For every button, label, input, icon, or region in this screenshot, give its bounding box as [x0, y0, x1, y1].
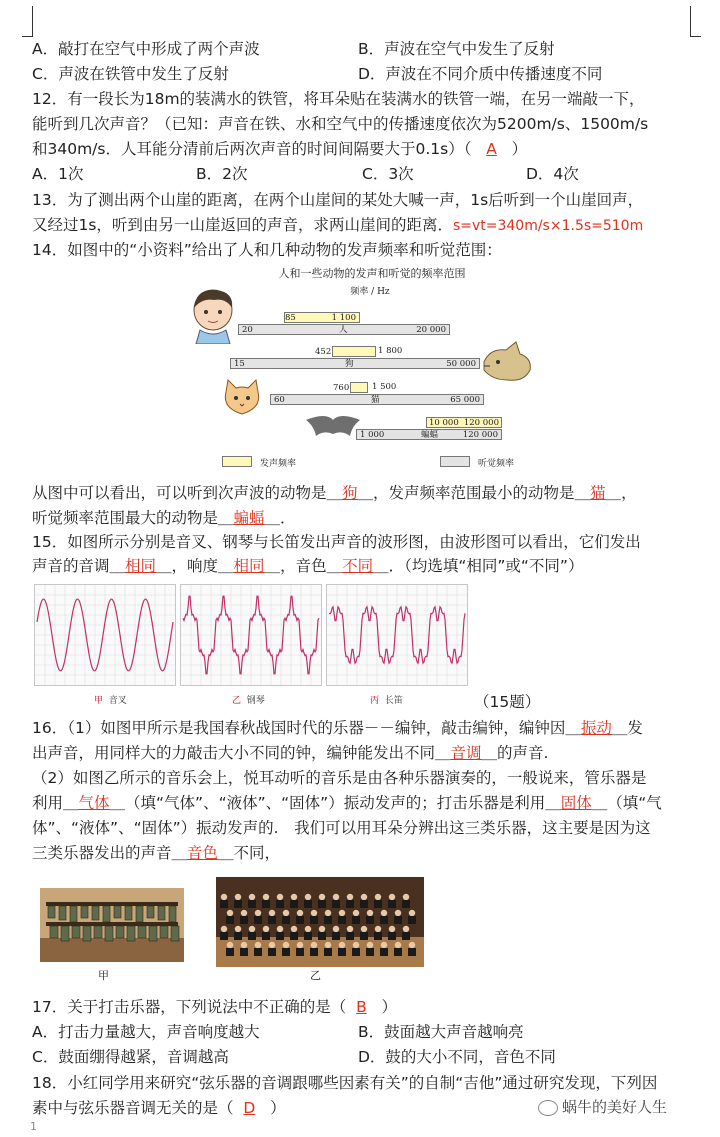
- q15-line-2: [32, 556, 583, 576]
- dog-say-lo: 452: [315, 347, 332, 357]
- q18-line-2: [32, 1098, 286, 1118]
- bat-say-hi: 120 000: [463, 418, 499, 428]
- waveform-label-c: [370, 693, 403, 706]
- bianzhong-photo: [40, 888, 184, 962]
- cat-say-hi: 1 500: [372, 382, 397, 392]
- cat-say-lo: 760: [333, 383, 350, 393]
- q14-text-5: ＿．: [264, 509, 296, 527]
- q12-option-1: A．1次: [32, 165, 84, 183]
- q12-answer: A: [486, 140, 497, 158]
- dog-say-bar: [315, 346, 376, 357]
- legend-hear-swatch: [440, 456, 470, 467]
- q16-text-9: ＿不同，: [218, 844, 281, 862]
- q15-figure-caption: （15题）: [474, 693, 541, 711]
- q13-line-2: [32, 215, 643, 236]
- bat-icon: [304, 412, 362, 442]
- q18-close: ）: [270, 1099, 286, 1117]
- q18-answer: D: [243, 1099, 256, 1117]
- q17-option-d: D．鼓的大小不同，音色不同: [358, 1048, 556, 1066]
- cat-label: 猫: [371, 395, 380, 405]
- cat-icon: [220, 378, 264, 418]
- waveform-flute: [326, 584, 468, 686]
- human-hear-lo: 20: [242, 325, 253, 335]
- corner-mark-right: [690, 6, 701, 37]
- q16-text-5: 利用＿: [32, 794, 79, 812]
- bat-say-bar: [426, 417, 502, 428]
- q16-text-7: ＿（填“气: [591, 794, 662, 812]
- cat-hear-bar: [270, 394, 484, 405]
- q13-answer: s=vt=340m/s×1.5s=510m: [452, 218, 644, 234]
- q12-line-3: [32, 139, 527, 159]
- q16-line-4: [32, 793, 662, 813]
- q16-answer-5: 音色: [187, 844, 219, 862]
- dog-hear-bar: [230, 358, 480, 369]
- legend-say-swatch: [222, 456, 252, 467]
- orchestra-photo: [216, 877, 424, 967]
- option-a: A．敲打在空气中形成了两个声波: [32, 40, 260, 58]
- q16-line-1: [32, 718, 643, 738]
- q17-option-b: B．鼓面越大声音越响亮: [358, 1023, 524, 1041]
- q16-text-8: 三类乐器发出的声音＿: [32, 844, 188, 862]
- q17-text: 17．关于打击乐器，下列说法中不正确的是（: [32, 998, 347, 1016]
- cat-say-bar: [333, 382, 368, 393]
- q15-line-1: 15．如图所示分别是音叉、钢琴与长笛发出声音的波形图，由波形图可以看出，它们发出: [32, 533, 641, 551]
- q16-line-5: 体”、“液体”、“固体”）振动发声的. 我们可以用耳朵分辨出这三类乐器，这主要是因为这: [32, 819, 651, 837]
- q14-line-1: 14．如图中的“小资料”给出了人和几种动物的发声频率和听觉范围：: [32, 241, 502, 259]
- wechat-icon: [538, 1100, 558, 1116]
- waveform-label-b-letter: 乙: [232, 696, 242, 706]
- freq-chart-unit: 频率 / Hz: [350, 287, 390, 297]
- q14-text-4: 听觉频率范围最大的动物是＿: [32, 509, 234, 527]
- q12-option-2: B．2次: [196, 165, 248, 183]
- q16-answer-1: 振动: [580, 719, 612, 737]
- waveform-label-a: [94, 693, 127, 706]
- q17-close: ）: [381, 998, 398, 1016]
- bat-label: 蝙蝠: [421, 430, 439, 440]
- q16-text-2: ＿发: [611, 719, 643, 737]
- option-c: C．声波在铁管中发生了反射: [32, 65, 229, 83]
- q15-answer-3: 不同: [342, 557, 374, 575]
- q16-text-3: 出声音，用同样大的力敲击大小不同的钟，编钟能发出不同＿: [32, 744, 451, 762]
- q16-line-6: [32, 843, 280, 863]
- q14-text-3: ＿，: [605, 484, 637, 502]
- human-hear-bar: [238, 324, 450, 335]
- human-say-lo: 85: [285, 313, 296, 323]
- legend-say-label: 发声频率: [260, 459, 297, 469]
- q16-line-2: [32, 743, 548, 763]
- q12-close: ）: [511, 140, 528, 158]
- human-hear-hi: 20 000: [416, 325, 446, 335]
- q12-option-3: C．3次: [362, 165, 414, 183]
- corner-mark-left: [22, 6, 33, 37]
- q15-answer-1: 相同: [125, 557, 157, 575]
- dog-hear-hi: 50 000: [446, 359, 476, 369]
- q14-text-1: 从图中可以看出，可以听到次声波的动物是＿: [32, 484, 343, 502]
- q16-answer-4: 固体: [560, 794, 592, 812]
- legend-hear-label: 听觉频率: [478, 459, 515, 469]
- option-d: D．声波在不同介质中传播速度不同: [358, 65, 603, 83]
- human-label: 人: [339, 325, 348, 335]
- freq-chart-title: 人和一些动物的发声和听觉的频率范围: [278, 267, 466, 280]
- q18-text: 素中与弦乐器音调无关的是（: [32, 1099, 234, 1117]
- dog-hear-lo: 15: [234, 359, 245, 369]
- waveform-piano: [180, 584, 322, 686]
- bat-hear-bar: [356, 429, 502, 440]
- waveform-label-a-letter: 甲: [94, 696, 104, 706]
- dog-label: 狗: [345, 359, 354, 369]
- q14-text-2: ＿，发声频率范围最小的动物是＿: [357, 484, 591, 502]
- q17-answer: B: [356, 998, 367, 1016]
- option-b: B．声波在空气中发生了反射: [358, 40, 555, 58]
- human-face-icon: [186, 286, 240, 344]
- q14-answer-1: 狗: [342, 484, 358, 502]
- dog-icon: [480, 340, 536, 384]
- q12-text: 和340m/s．人耳能分清前后两次声音的时间间隔要大于0.1s）（: [32, 140, 472, 158]
- q17-option-a: A．打击力量越大，声音响度越大: [32, 1023, 260, 1041]
- q15-text-4: ＿．（均选填“相同”或“不同”）: [373, 557, 584, 575]
- q16-text-4: ＿的声音.: [481, 744, 549, 762]
- watermark: [538, 1096, 667, 1117]
- photo-label-b: 乙: [310, 969, 321, 982]
- q13-text: 又经过1s，听到由另一山崖返回的声音，求两山崖间的距离．: [32, 216, 453, 234]
- bat-hear-lo: 1 000: [360, 430, 385, 440]
- page-number: 1: [30, 1120, 37, 1133]
- bat-hear-hi: 120 000: [462, 430, 498, 440]
- q16-answer-2: 音调: [450, 744, 482, 762]
- q12-option-4: D．4次: [526, 165, 579, 183]
- cat-hear-hi: 65 000: [450, 395, 480, 405]
- waveform-tuning-fork: [34, 584, 176, 686]
- q14-line-2: [32, 483, 637, 503]
- bat-say-lo: 10 000: [429, 418, 459, 428]
- q14-answer-2: 猫: [590, 484, 606, 502]
- q15-text-1: 声音的音调＿: [32, 557, 126, 575]
- q14-answer-3: 蝙蝠: [233, 509, 265, 527]
- waveform-label-c-letter: 丙: [370, 696, 380, 706]
- q16-text-1: 16．（1）如图甲所示是我国春秋战国时代的乐器－－编钟，敲击编钟，编钟因＿: [32, 719, 581, 737]
- photo-label-a: 甲: [98, 969, 109, 982]
- q17-option-c: C．鼓面绷得越紧，音调越高: [32, 1048, 229, 1066]
- q13-line-1: 13．为了测出两个山崖的距离，在两个山崖间的某处大喊一声，1s后听到一个山崖回声，: [32, 191, 644, 209]
- q15-text-3: ＿，音色＿: [264, 557, 343, 575]
- waveform-label-b: [232, 693, 265, 706]
- human-say-hi: 1 100: [331, 313, 356, 323]
- q15-text-2: ＿，响度＿: [156, 557, 234, 575]
- cat-hear-lo: 60: [274, 395, 285, 405]
- q15-answer-2: 相同: [233, 557, 265, 575]
- watermark-text: 蜗牛的美好人生: [562, 1098, 668, 1116]
- q18-line-1: 18．小红同学用来研究“弦乐器的音调跟哪些因素有关”的自制“吉他”通过研究发现，下列因: [32, 1074, 658, 1092]
- waveform-label-a-name: 音叉: [108, 696, 127, 706]
- q12-line-1: 12．有一段长为18m的装满水的铁管，将耳朵贴在装满水的铁管一端，在另一端敲一下，: [32, 90, 645, 108]
- waveform-label-c-name: 长笛: [384, 696, 403, 706]
- q12-line-2: 能听到几次声音？（已知：声音在铁、水和空气中的传播速度依次为5200m/s、1500m/s: [32, 115, 649, 133]
- q17-line-1: [32, 997, 397, 1017]
- dog-say-hi: 1 800: [378, 346, 403, 356]
- q14-line-3: [32, 508, 296, 528]
- q16-text-6: ＿（填“气体”、“液体”、“固体”）振动发声的；打击乐器是利用＿: [109, 794, 561, 812]
- q16-answer-3: 气体: [78, 794, 110, 812]
- waveform-label-b-name: 钢琴: [246, 696, 265, 706]
- human-say-bar: [284, 312, 360, 323]
- q16-line-3: （2）如图乙所示的音乐会上，悦耳动听的音乐是由各种乐器演奏的，一般说来，管乐器是: [32, 769, 647, 787]
